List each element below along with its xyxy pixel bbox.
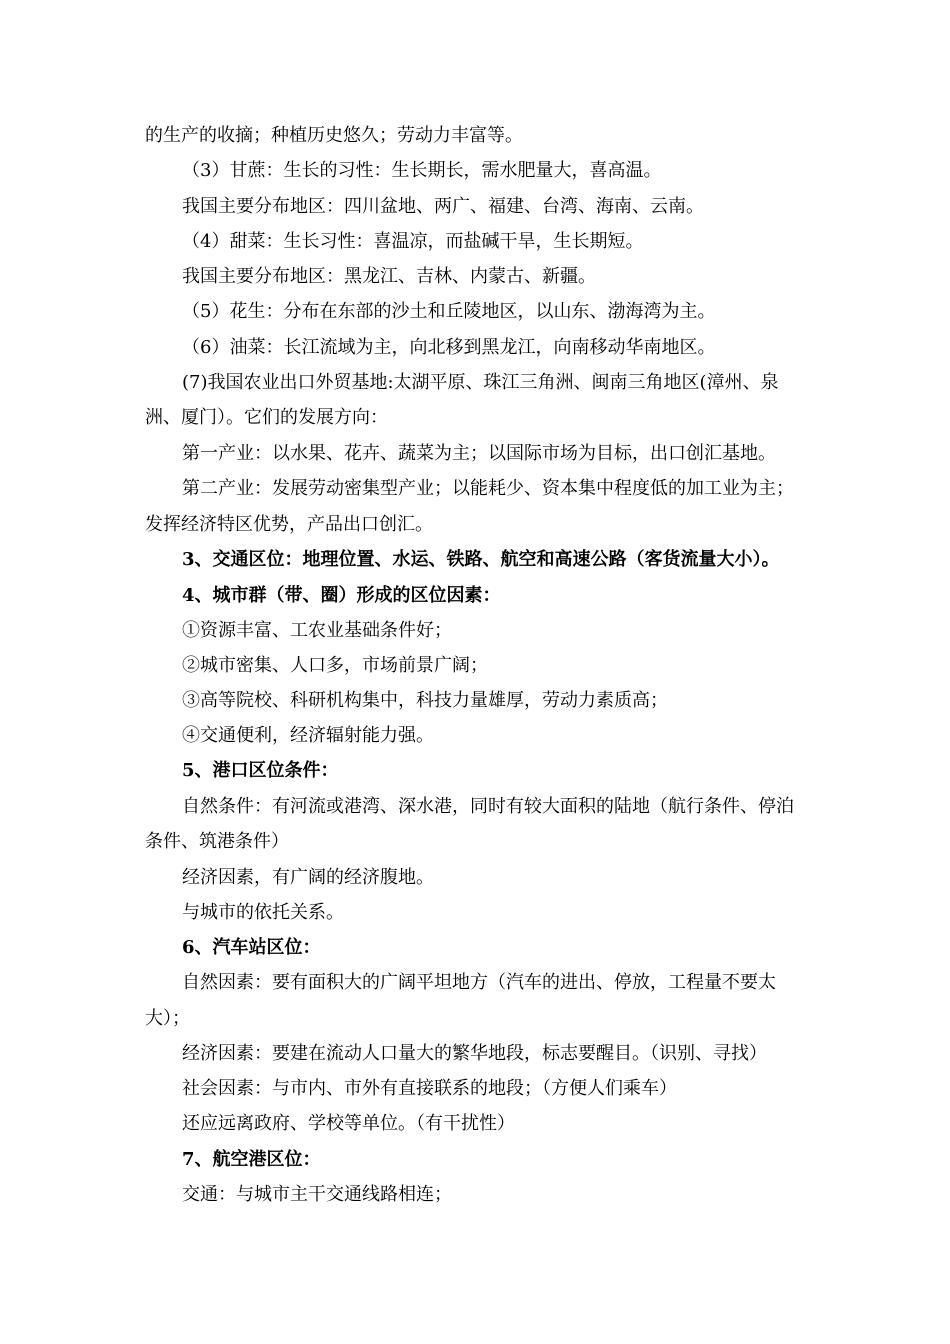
text-line: 大）； <box>145 1008 190 1029</box>
text-line: 第二产业：发展劳动密集型产业；以能耗少、资本集中程度低的加工业为主； <box>182 478 794 499</box>
text-line: 社会因素：与市内、市外有直接联系的地段；（方便人们乘车） <box>182 1078 677 1099</box>
text-line: ①资源丰富、工农业基础条件好； <box>182 620 452 641</box>
text-line: ③高等院校、科研机构集中，科技力量雄厚，劳动力素质高； <box>182 690 668 711</box>
section-heading: 6、汽车站区位： <box>182 937 321 958</box>
text-line: （6）油菜：长江流域为主，向北移到黑龙江，向南移动华南地区。 <box>182 337 716 358</box>
text-line: 第一产业：以水果、花卉、蔬菜为主；以国际市场为目标，出口创汇基地。 <box>182 443 776 464</box>
text-line: 发挥经济特区优势，产品出口创汇。 <box>145 514 433 535</box>
text-line: 的生产的收摘；种植历史悠久；劳动力丰富等。 <box>145 125 523 146</box>
text-line: （4）甜菜：生长习性：喜温凉，而盐碱干旱，生长期短。 <box>182 231 644 252</box>
text-line: （3）甘蔗：生长的习性：生长期长，需水肥量大，喜高温。 <box>182 160 662 181</box>
text-line: 自然条件：有河流或港湾、深水港，同时有较大面积的陆地（航行条件、停泊 <box>182 796 794 817</box>
text-line: 自然因素：要有面积大的广阔平坦地方（汽车的进出、停放，工程量不要太 <box>182 972 776 993</box>
section-heading: 3、交通区位：地理位置、水运、铁路、航空和高速公路（客货流量大小）。 <box>182 549 780 570</box>
text-line: 与城市的依托关系。 <box>182 902 344 923</box>
text-line: 条件、筑港条件） <box>145 831 289 852</box>
text-line: 洲、厦门）。它们的发展方向： <box>145 407 388 428</box>
text-line: 交通：与城市主干交通线路相连； <box>182 1184 452 1205</box>
text-line: 经济因素，有广阔的经济腹地。 <box>182 867 434 888</box>
text-line: (7)我国农业出口外贸基地:太湖平原、珠江三角洲、闽南三角地区(漳州、泉 <box>182 372 779 393</box>
text-line: 还应远离政府、学校等单位。（有干扰性） <box>182 1113 515 1134</box>
text-line: （5）花生：分布在东部的沙土和丘陵地区，以山东、渤海湾为主。 <box>182 301 716 322</box>
text-line: ②城市密集、人口多，市场前景广阔； <box>182 655 488 676</box>
text-line: 我国主要分布地区：四川盆地、两广、福建、台湾、海南、云南。 <box>182 196 704 217</box>
section-heading: 4、城市群（带、圈）形成的区位因素： <box>182 585 501 606</box>
text-line: 经济因素：要建在流动人口量大的繁华地段，标志要醒目。（识别、寻找） <box>182 1043 767 1064</box>
text-line: ④交通便利，经济辐射能力强。 <box>182 725 434 746</box>
text-line: 我国主要分布地区：黑龙江、吉林、内蒙古、新疆。 <box>182 266 596 287</box>
section-heading: 5、港口区位条件： <box>182 760 339 781</box>
section-heading: 7、航空港区位： <box>182 1149 321 1170</box>
